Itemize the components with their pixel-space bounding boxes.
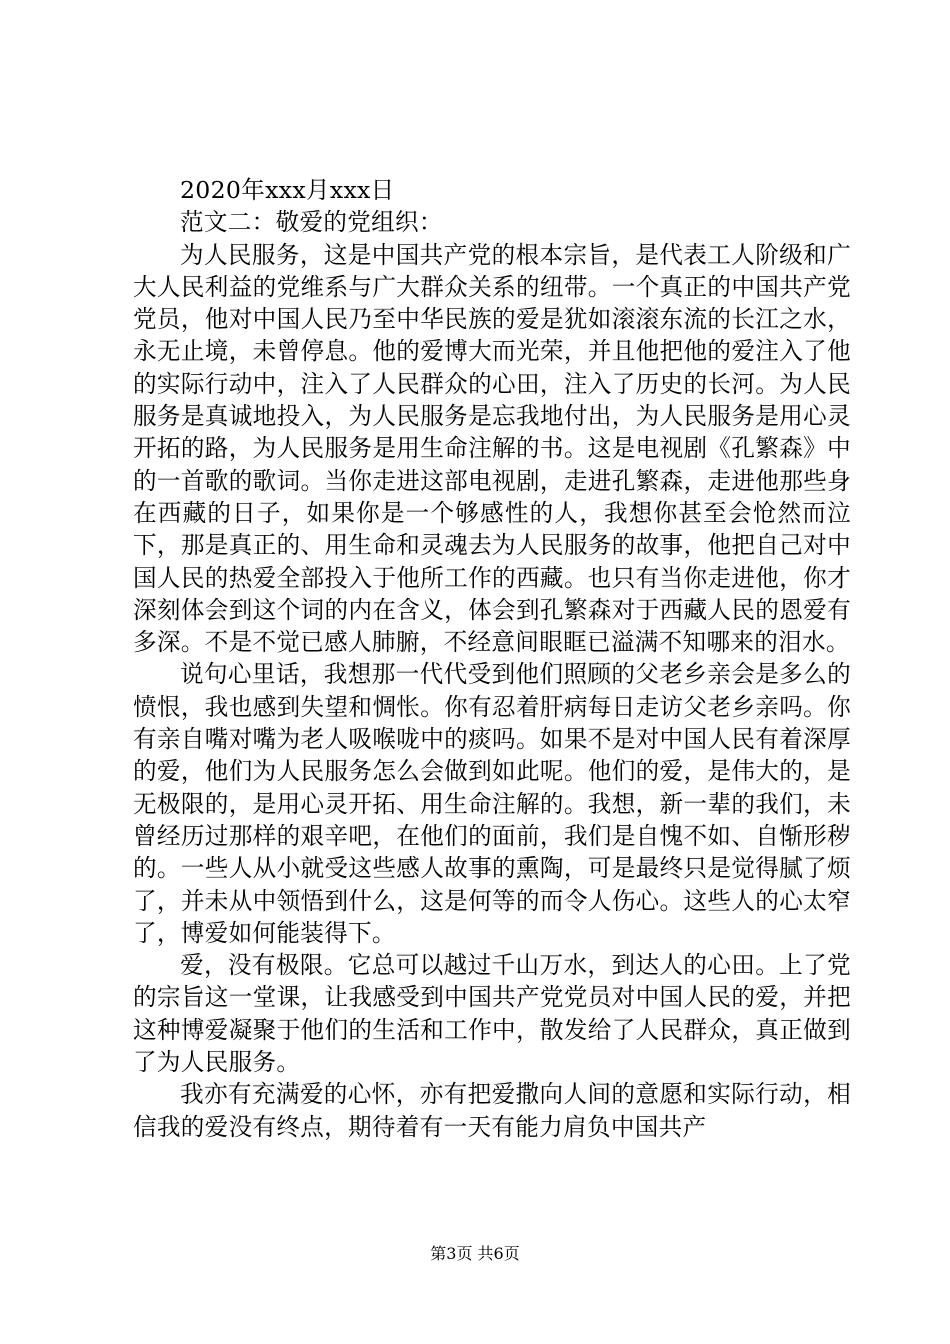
paragraph-1: 为人民服务，这是中国共产党的根本宗旨，是代表工人阶级和广大人民利益的党维系与广大群众关系的纽带。一个真正的中国共产党党员，他对中国人民乃至中华民族的爱是犹如滚滚东流的长江之水，永无止境，未曾停息。他的爱博大而光荣，并且他把他的爱注入了他的实际行动中，注入了人民群众的心田，注入了历史的长河。为人民服务是真诚地投入，为人民服务是忘我地付出，为人民服务是用心灵开拓的路，为人民服务是用生命注解的书。这是电视剧《孔繁森》中的一首歌的歌词。当你走进这部电视剧，走进孔繁森，走进他那些身在西藏的日子，如果你是一个够感性的人，我想你甚至会怆然而泣下，那是真正的、用生命和灵魂去为人民服务的故事，他把自己对中国人民的热爱全部投入于他所工作的西藏。也只有当你走进他，你才深刻体会到这个词的内在含义，体会到孔繁森对于西藏人民的恩爱有多深。不是不觉已感人肺腑，不经意间眼眶已溢满不知哪来的泪水。: [133, 240, 851, 657]
letter-heading: 范文二：敬爱的党组织：: [180, 208, 443, 237]
page-footer: 第3页 共6页: [430, 1244, 520, 1263]
paragraph-4: 我亦有充满爱的心怀，亦有把爱撒向人间的意愿和实际行动，相信我的爱没有终点，期待着有一天有能力肩负中国共产: [133, 1080, 851, 1141]
paragraph-3: 爱，没有极限。它总可以越过千山万水，到达人的心田。上了党的宗旨这一堂课，让我感受到中国共产党党员对中国人民的爱，并把这种博爱凝聚于他们的生活和工作中，散发给了人民群众，真正做到了为人民服务。: [133, 951, 851, 1077]
paragraph-2: 说句心里话，我想那一代代受到他们照顾的父老乡亲会是多么的愤恨，我也感到失望和惆怅。你有忍着肝病每日走访父老乡亲吗。你有亲自嘴对嘴为老人吸喉咙中的痰吗。如果不是对中国人民有着深厚的爱，他们为人民服务怎么会做到如此呢。他们的爱，是伟大的，是无极限的，是用心灵开拓、用生命注解的。我想，新一辈的我们，未曾经历过那样的艰辛吧，在他们的面前，我们是自愧不如、自惭形秽的。一些人从小就受这些感人故事的熏陶，可是最终只是觉得腻了烦了，并未从中领悟到什么，这是何等的而令人伤心。这些人的心太窄了，博爱如何能装得下。: [133, 660, 851, 947]
date-line: 2020年xxx月xxx日: [180, 176, 395, 204]
document-body: [133, 174, 851, 1143]
